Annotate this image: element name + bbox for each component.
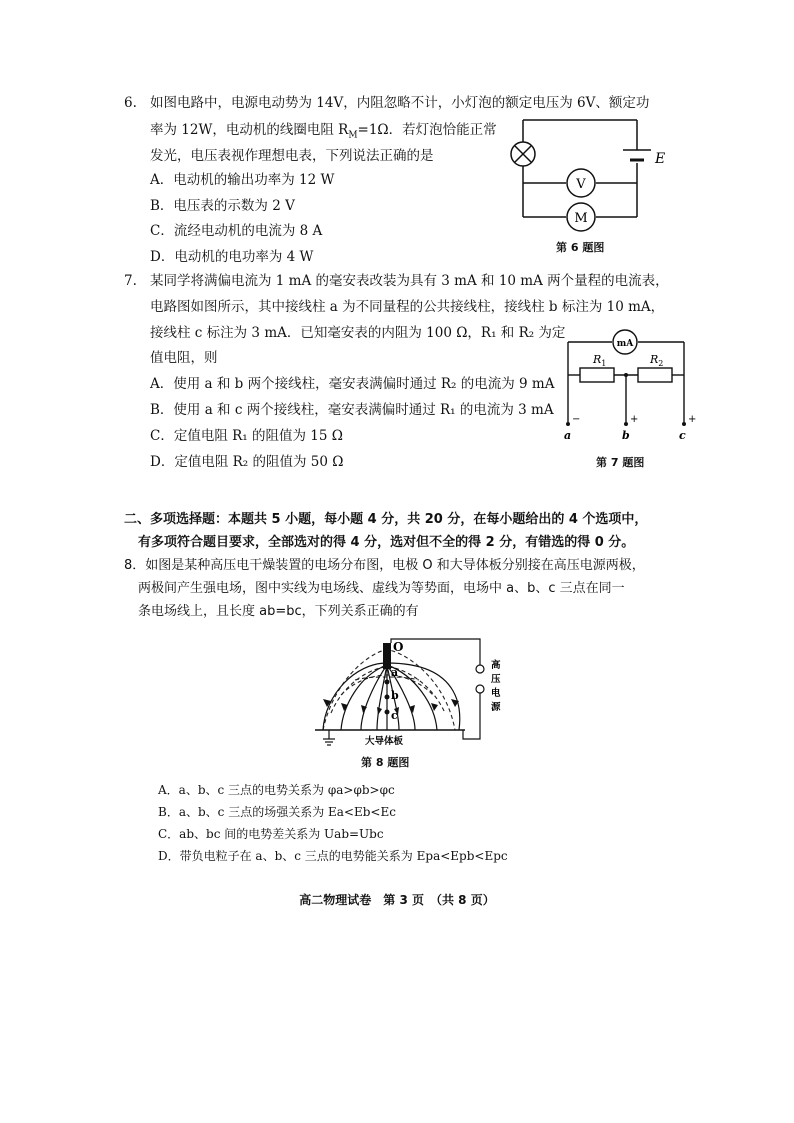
q8-option-a: A．a、b、c 三点的电势关系为 φa>φb>φc bbox=[158, 783, 395, 797]
q7-stem-line3: 接线柱 c 标注为 3 mA．已知毫安表的内阻为 100 Ω，R₁ 和 R₂ 为定 bbox=[150, 325, 566, 341]
q8-option-d: D．带负电粒子在 a、b、c 三点的电势能关系为 Epa<Epb<Epc bbox=[158, 849, 508, 863]
q6-stem-line1: 如图电路中，电源电动势为 14V，内阻忽略不计，小灯泡的额定电压为 6V、额定功 bbox=[150, 95, 650, 111]
electrode-o-label: O bbox=[393, 640, 404, 654]
r2-label: $R_2$ bbox=[650, 353, 664, 368]
q7-option-a: A．使用 a 和 b 两个接线柱，毫安表满偏时通过 R₂ 的电流为 9 mA bbox=[150, 376, 555, 392]
q8-option-b: B．a、b、c 三点的场强关系为 Ea<Eb<Ec bbox=[158, 805, 396, 819]
resistor-r2 bbox=[638, 368, 672, 382]
hv-terminal-top bbox=[476, 665, 484, 673]
terminal-b: b bbox=[622, 429, 630, 442]
q7-stem-line2: 电路图如图所示，其中接线柱 a 为不同量程的公共接线柱，接线柱 b 标注为 10 mA， bbox=[150, 299, 665, 315]
terminal-a-sign: − bbox=[572, 414, 581, 425]
hv-terminal-bottom bbox=[476, 685, 484, 693]
q7-option-c: C．定值电阻 R₁ 的阻值为 15 Ω bbox=[150, 428, 343, 444]
voltmeter-icon bbox=[567, 169, 595, 197]
emf-label: E bbox=[655, 151, 666, 167]
svg-text:V: V bbox=[576, 177, 586, 192]
q6-option-d: D．电动机的电功率为 4 W bbox=[150, 249, 314, 265]
r1-label: $R_1$ bbox=[593, 353, 607, 368]
hv-source-label-3: 电 bbox=[491, 688, 501, 699]
q6-stem-line2: 率为 12W，电动机的线圈电阻 $R_M=1\Omega$．若灯泡恰能正常 bbox=[150, 122, 497, 141]
motor-icon bbox=[567, 203, 595, 231]
q6-option-c: C．流经电动机的电流为 8 A bbox=[150, 223, 323, 239]
section2-heading-line1: 二、多项选择题：本题共 5 小题，每小题 4 分，共 20 分，在每小题给出的 4 个选项中， bbox=[124, 512, 648, 527]
milliammeter-icon bbox=[613, 330, 637, 354]
svg-text:mA: mA bbox=[616, 339, 634, 349]
section2-heading-line2: 有多项符合题目要求，全部选对的得 4 分，选对但不全的得 2 分，有错选的得 0 分。 bbox=[138, 535, 635, 550]
battery-icon bbox=[623, 150, 651, 160]
q7-option-b: B．使用 a 和 c 两个接线柱，毫安表满偏时通过 R₁ 的电流为 3 mA bbox=[150, 402, 554, 418]
q7-number: 7. bbox=[124, 273, 137, 289]
q7-figure-caption: 第 7 题图 bbox=[596, 456, 645, 469]
lamp-icon bbox=[511, 142, 535, 166]
q6-figure-caption: 第 6 题图 bbox=[556, 241, 605, 254]
q8-stem-line2: 两极间产生强电场，图中实线为电场线、虚线为等势面，电场中 a、b、c 三点在同一 bbox=[138, 581, 625, 596]
q7-option-d: D．定值电阻 R₂ 的阻值为 50 Ω bbox=[150, 454, 344, 470]
hv-source-label-4: 源 bbox=[491, 702, 501, 713]
q7-circuit-diagram bbox=[560, 330, 695, 445]
page-footer: 高二物理试卷 第 3 页 （共 8 页） bbox=[299, 893, 495, 907]
q8-figure-caption: 第 8 题图 bbox=[361, 756, 410, 769]
terminal-c: c bbox=[679, 429, 686, 442]
q8-stem-line3: 条电场线上，且长度 ab=bc，下列关系正确的有 bbox=[138, 604, 419, 619]
terminal-c-sign: + bbox=[688, 414, 697, 425]
q6-option-a: A．电动机的输出功率为 12 W bbox=[150, 172, 335, 188]
point-b-label: b bbox=[391, 689, 399, 702]
q6-option-b: B．电压表的示数为 2 V bbox=[150, 198, 295, 214]
q7-stem-line4: 值电阻，则 bbox=[150, 350, 218, 366]
hv-source-label-2: 压 bbox=[491, 674, 501, 685]
q7-stem-line1: 某同学将满偏电流为 1 mA 的毫安表改装为具有 3 mA 和 10 mA 两个量程的电流表， bbox=[150, 273, 669, 289]
q8-stem-line1: 8．如图是某种高压电干燥装置的电场分布图，电极 O 和大导体板分别接在高压电源两极， bbox=[124, 558, 645, 573]
terminal-a: a bbox=[564, 429, 572, 442]
q6-stem-line3: 发光，电压表视作理想电表，下列说法正确的是 bbox=[150, 148, 434, 164]
electrode-o bbox=[383, 643, 391, 669]
q8-option-c: C．ab、bc 间的电势差关系为 Uab=Ubc bbox=[158, 827, 384, 841]
resistor-r1 bbox=[580, 368, 614, 382]
q6-number: 6. bbox=[124, 95, 137, 111]
terminal-b-sign: + bbox=[630, 414, 639, 425]
ground-icon bbox=[323, 730, 335, 745]
q8-field-diagram bbox=[315, 635, 515, 755]
hv-source-label-1: 高 bbox=[491, 660, 501, 671]
svg-text:M: M bbox=[574, 211, 588, 226]
point-a-label: a bbox=[391, 666, 399, 679]
point-c-label: c bbox=[391, 709, 398, 722]
q6-circuit-diagram bbox=[505, 115, 675, 240]
plate-label: 大导体板 bbox=[365, 736, 404, 747]
